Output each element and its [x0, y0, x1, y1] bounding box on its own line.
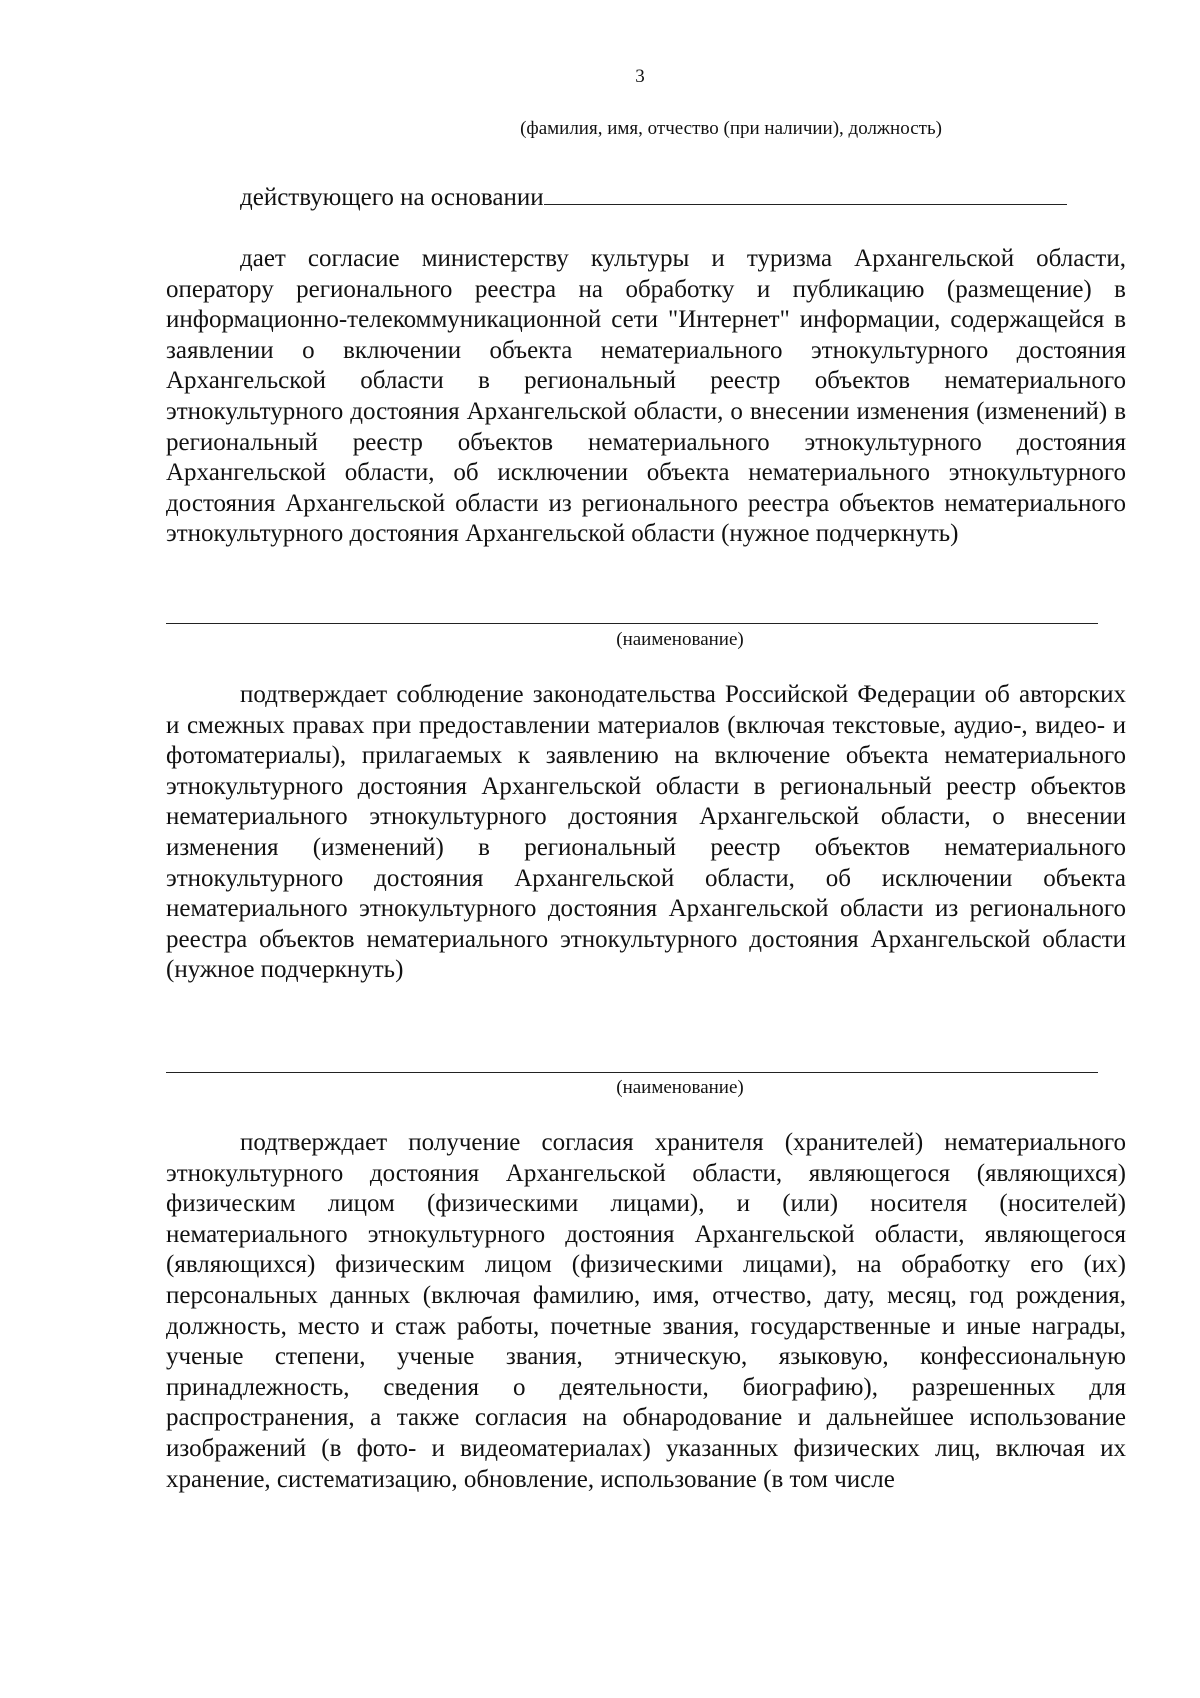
- basis-label: действующего на основании: [240, 184, 544, 211]
- fio-caption: (фамилия, имя, отчество (при наличии), должность): [520, 118, 942, 139]
- page-number: 3: [635, 66, 645, 87]
- basis-line: [240, 180, 1120, 214]
- name-blank-line-1: [166, 623, 1098, 624]
- name-caption-2: (наименование): [616, 1077, 744, 1098]
- name-blank-line-2: [166, 1072, 1098, 1073]
- personal-data-paragraph: подтверждает получение согласия хранителя (хранителей) нематериального этнокультурного достояния Архангельской области, являющегося (являющихся) физическим лицом (физическими лицами), и (или) носителя (носителей) нематериального этнокультурного достояния Архангельской области, являющегося (являющихся) физическим лицом (физическими лицами), на обработку его (их) персональных данных (включая фамилию, имя, отчество, дату, месяц, год рождения, должность, место и стаж работы, почетные звания, государственные и иные награды, ученые степени, ученые звания, этническую, языковую, конфессиональную принадлежность, сведения о деятельности, биографию), разрешенных для распространения, а также согласия на обнародование и дальнейшее использование изображений (в фото- и видеоматериалах) указанных физических лиц, включая их хранение, систематизацию, обновление, использование (в том числе: [166, 1129, 1126, 1493]
- name-caption-1: (наименование): [616, 629, 744, 650]
- copyright-paragraph: подтверждает соблюдение законодательства Российской Федерации об авторских и смежных правах при предоставлении материалов (включая текстовые, аудио-, видео- и фотоматериалы), прилагаемых к заявлению на включение объекта нематериального этнокультурного достояния Архангельской области в региональный реестр объектов нематериального этнокультурного достояния Архангельской области, о внесении изменения (изменений) в региональный реестр объектов нематериального этнокультурного достояния Архангельской области, об исключении объекта нематериального этнокультурного достояния Архангельской области из регионального реестра объектов нематериального этнокультурного достояния Архангельской области (нужное подчеркнуть): [166, 681, 1126, 984]
- consent-paragraph: дает согласие министерству культуры и туризма Архангельской области, оператору регионального реестра на обработку и публикацию (размещение) в информационно-телекоммуникационной сети "Интернет" информации, содержащейся в заявлении о включении объекта нематериального этнокультурного достояния Архангельской области в региональный реестр объектов нематериального этнокультурного достояния Архангельской области, о внесении изменения (изменений) в региональный реестр объектов нематериального этнокультурного достояния Архангельской области, об исключении объекта нематериального этнокультурного достояния Архангельской области из регионального реестра объектов нематериального этнокультурного достояния Архангельской области (нужное подчеркнуть): [166, 245, 1126, 548]
- basis-blank-field: [544, 180, 1067, 205]
